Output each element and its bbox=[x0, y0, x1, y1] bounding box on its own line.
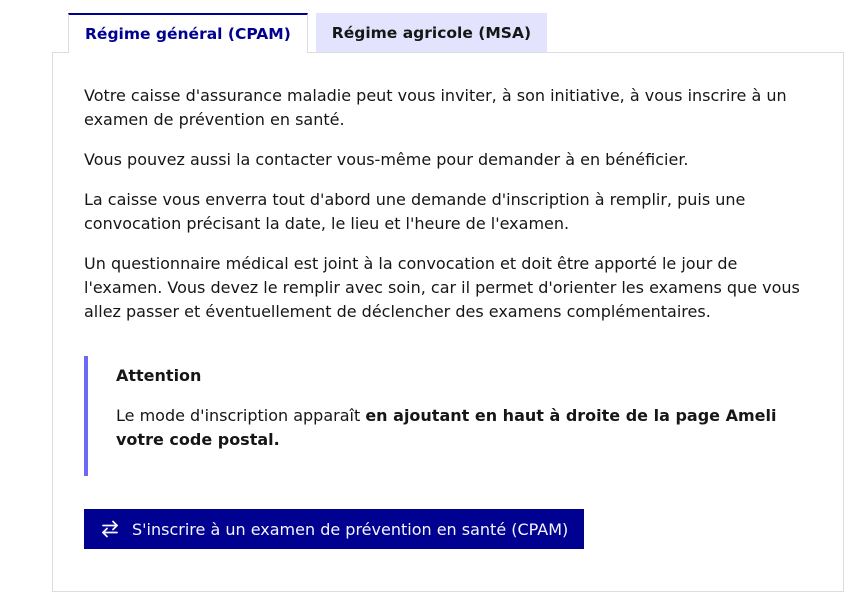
paragraph-convocation: La caisse vous enverra tout d'abord une demande d'inscription à remplir, puis une convocation précisant la date, le lieu et l'heure de l'examen. bbox=[84, 190, 746, 233]
paragraph-questionnaire: Un questionnaire médical est joint à la convocation et doit être apporté le jour de l'examen. Vous devez le remplir avec soin, car il permet d'orienter les examens que vous allez passer et éventuellement de déclencher des examens complémentaires. bbox=[84, 254, 800, 321]
tab-list bbox=[68, 13, 547, 53]
paragraph-invitation: Votre caisse d'assurance maladie peut vous inviter, à son initiative, à vous inscrire à un examen de prévention en santé. bbox=[84, 86, 787, 129]
register-cpam-button[interactable] bbox=[84, 509, 584, 549]
register-cpam-button-label: S'inscrire à un examen de prévention en santé (CPAM) bbox=[132, 519, 569, 539]
attention-callout bbox=[84, 356, 819, 476]
callout-title: Attention bbox=[116, 366, 202, 385]
tab-regime-agricole[interactable]: Régime agricole (MSA) bbox=[316, 13, 547, 52]
paragraph-contact: Vous pouvez aussi la contacter vous-même pour demander à en bénéficier. bbox=[84, 150, 689, 169]
callout-text-prefix: Le mode d'inscription apparaît bbox=[116, 406, 366, 425]
tab-panel-content bbox=[84, 84, 819, 340]
arrow-left-right-icon bbox=[100, 519, 120, 539]
callout-text-bold: en ajoutant en haut à droite de la page Ameli votre code postal. bbox=[116, 406, 777, 449]
callout-text bbox=[116, 404, 819, 452]
tab-regime-general[interactable]: Régime général (CPAM) bbox=[68, 13, 308, 53]
